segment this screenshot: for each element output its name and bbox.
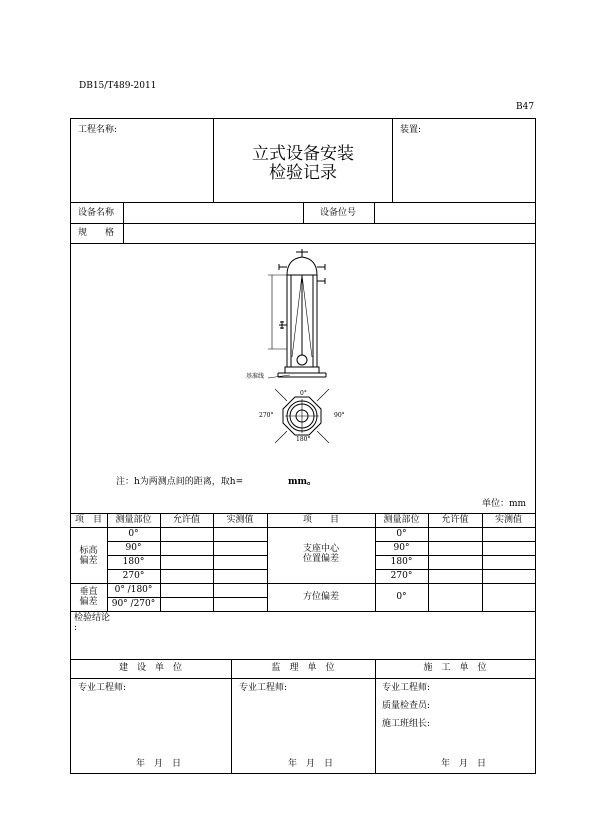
- project-name-label: 工程名称:: [78, 125, 118, 135]
- elevation-part-180: 180°: [122, 557, 145, 567]
- form-title-line1: 立式设备安装: [252, 144, 354, 164]
- elevation-label-1: 标高: [79, 546, 98, 556]
- col-item-right: 项 目: [302, 515, 339, 525]
- vessel-diagram: [230, 247, 360, 472]
- measurement-note: 注：h为两测点间的距离，取h=: [116, 477, 244, 487]
- supervision-date: 年 月 日: [288, 759, 334, 769]
- construction-unit-header: 建 设 单 位: [118, 663, 182, 673]
- angle-270-label: 270°: [259, 412, 274, 419]
- standard-code: DB15/T489-2011: [79, 81, 157, 91]
- quality-inspector-label: 质量检查员:: [382, 701, 431, 711]
- form-code: B47: [516, 102, 535, 112]
- spec-label: 规 格: [78, 228, 115, 238]
- col-allowed: 允许值: [172, 515, 200, 525]
- col-item: 项 目: [74, 515, 102, 525]
- orientation-part: 0°: [396, 592, 407, 602]
- elevation-part-270: 270°: [122, 571, 145, 581]
- support-part-0: 0°: [396, 529, 407, 539]
- contractor-date: 年 月 日: [441, 759, 487, 769]
- conclusion-colon: :: [74, 623, 78, 633]
- unit-note: 单位：mm: [482, 499, 527, 509]
- vertical-label-1: 垂直: [79, 587, 98, 597]
- angle-180-label: 180°: [296, 436, 311, 443]
- team-leader-label: 施工班组长:: [382, 719, 431, 729]
- elevation-part-90: 90°: [125, 543, 142, 553]
- angle-0-label: 0°: [300, 390, 307, 397]
- col-measure-part: 测量部位: [115, 515, 152, 525]
- vertical-part-0-180: 0° /180°: [114, 585, 153, 595]
- support-part-270: 270°: [390, 571, 413, 581]
- contractor-unit-header: 施 工 单 位: [423, 663, 487, 673]
- col-measured: 实测值: [226, 515, 254, 525]
- support-part-90: 90°: [393, 543, 410, 553]
- orientation-label: 方位偏差: [302, 592, 339, 602]
- vertical-label-2: 偏差: [79, 597, 98, 607]
- unit-label: 装置:: [400, 125, 422, 135]
- vertical-part-90-270: 90° /270°: [111, 599, 156, 609]
- support-label-1: 支座中心: [302, 544, 339, 554]
- support-label-2: 位置偏差: [302, 554, 339, 564]
- angle-90-label: 90°: [334, 412, 345, 419]
- support-part-180: 180°: [390, 557, 413, 567]
- construction-date: 年 月 日: [136, 759, 182, 769]
- measurement-note-unit: mm。: [288, 477, 317, 487]
- col-measured-right: 实测值: [494, 515, 522, 525]
- conclusion-label: 检验结论: [74, 613, 111, 623]
- elevation-part-0: 0°: [128, 529, 139, 539]
- elevation-label-2: 偏差: [79, 556, 98, 566]
- col-allowed-right: 允许值: [441, 515, 469, 525]
- col-measure-part-right: 测量部位: [383, 515, 420, 525]
- equipment-name-label: 设备名称: [78, 208, 115, 218]
- construction-engineer-label: 专业工程师:: [78, 683, 127, 693]
- form-title-line2: 检验记录: [269, 163, 337, 183]
- base-line-label: 基准线: [246, 373, 265, 380]
- contractor-engineer-label: 专业工程师:: [382, 683, 431, 693]
- equipment-position-label: 设备位号: [320, 208, 357, 218]
- supervision-engineer-label: 专业工程师:: [239, 683, 288, 693]
- supervision-unit-header: 监 理 单 位: [271, 663, 335, 673]
